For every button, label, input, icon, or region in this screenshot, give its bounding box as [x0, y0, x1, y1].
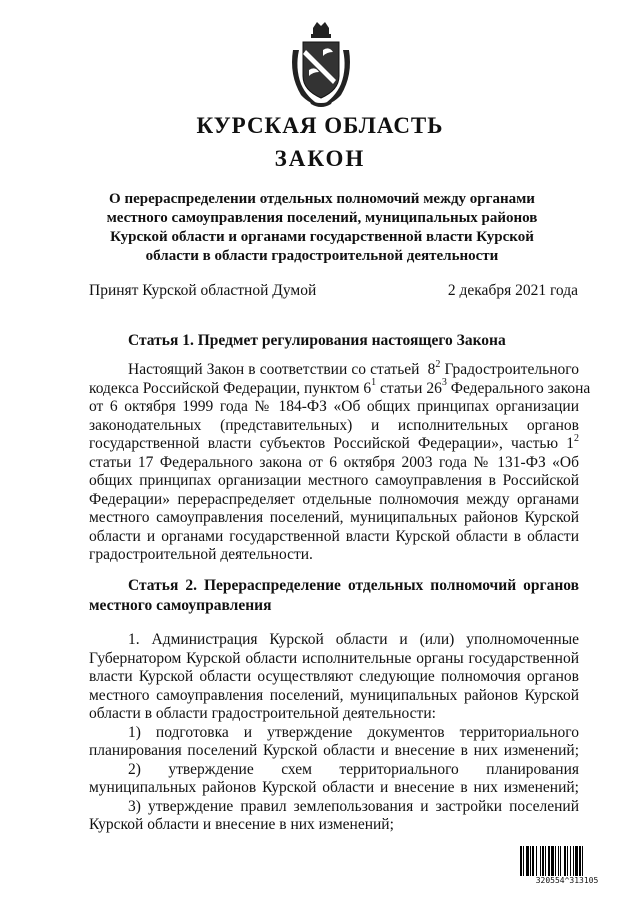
- text-line: кодекса Российской Федерации, пунктом $6^1$ статьи $26^3$ Федерального закона: [89, 377, 591, 397]
- text-line: государственной власти субъектов Российской Федерации», частью $1^2$: [89, 432, 579, 452]
- article-2-body: [89, 631, 579, 835]
- text-line: Губернатором Курской области исполнительные органы государственной: [89, 649, 579, 667]
- text-line: общих принципах организации местного самоуправления в Российской: [89, 472, 579, 489]
- barcode-bar: [570, 846, 571, 876]
- barcode-icon: [520, 846, 612, 876]
- barcode-bar: [579, 846, 581, 876]
- barcode-bar: [573, 846, 574, 876]
- barcode-bar: [526, 846, 529, 876]
- barcode-bar: [551, 846, 554, 876]
- text-line: Настоящий Закон в соответствии со статьей $8^2$ Градостроительного: [128, 358, 580, 378]
- article-1-title: Статья 1. Предмет регулирования настоящего Закона: [128, 332, 506, 349]
- text-line: Федерации» перераспределяет отдельные полномочия между органами: [89, 490, 579, 508]
- barcode-bar: [523, 846, 524, 876]
- barcode-bar: [542, 846, 544, 876]
- barcode-bar: [582, 846, 583, 876]
- text-line: муниципальных районов Курской области и внесение в них изменений;: [89, 779, 579, 796]
- text-line: планирования поселений Курской области и внесение в них изменений;: [89, 742, 579, 759]
- barcode-bar: [540, 846, 541, 876]
- text-line: 1. Администрация Курской области и (или) уполномоченные: [128, 631, 579, 648]
- text-line: 3) утверждение правил землепользования и застройки поселений: [128, 797, 579, 815]
- subject-line: Курской области и органами государственной власти Курской: [110, 229, 534, 245]
- barcode-bar: [567, 846, 568, 876]
- barcode-bar: [560, 846, 561, 876]
- text-line: власти Курской области осуществляют следующие полномочия органов: [89, 668, 579, 685]
- barcode-bar: [532, 846, 534, 876]
- article-2-title-line: местного самоуправления: [89, 597, 272, 614]
- text-line: законодательных (представительных) и исполнительных органов: [89, 416, 579, 434]
- accepted-by: Принят Курской областной Думой: [89, 282, 317, 299]
- barcode-bar: [520, 846, 522, 876]
- subject-line: области в области градостроительной деятельности: [145, 248, 499, 264]
- text-line: статьи 17 Федерального закона от 6 октября 2003 года № 131-ФЗ «Об: [89, 453, 579, 471]
- barcode-bar: [536, 846, 537, 876]
- barcode-number: 320554^313105: [535, 876, 599, 885]
- text-line: градостроительной деятельности.: [89, 546, 313, 563]
- article-1-body: [89, 358, 591, 565]
- barcode-bar: [548, 846, 550, 876]
- text-line: Курской области и внесение в них изменений;: [89, 816, 394, 833]
- barcode-bar: [545, 846, 546, 876]
- kursk-coat-of-arms-icon: [283, 20, 359, 110]
- barcode-bar: [555, 846, 556, 876]
- text-line: местного самоуправления поселений, муниципальных районов Курской: [89, 686, 579, 704]
- text-line: от 6 октября 1999 года № 184-ФЗ «Об общих принципах организации: [89, 398, 579, 415]
- text-line: 2) утверждение схем территориального планирования: [128, 760, 579, 778]
- region-title: КУРСКАЯ ОБЛАСТЬ: [196, 113, 444, 138]
- article-2-title: [89, 576, 579, 616]
- article-2-title-line: Статья 2. Перераспределение отдельных полномочий органов: [128, 577, 579, 594]
- text-line: области и органами государственной власти Курской области в области: [89, 527, 579, 545]
- text-line: местного самоуправления поселений, муниципальных районов Курской: [89, 509, 579, 526]
- accepted-date: 2 декабря 2021 года: [447, 282, 578, 299]
- barcode-bar: [558, 846, 559, 876]
- text-line: области в области градостроительной деятельности:: [89, 705, 436, 722]
- barcode-bar: [575, 846, 578, 876]
- doc-type-title: ЗАКОН: [274, 146, 366, 171]
- subject-line: О перераспределении отдельных полномочий между органами: [109, 191, 535, 207]
- barcode-bar: [564, 846, 566, 876]
- subject-line: местного самоуправления поселений, муниципальных районов: [106, 210, 538, 226]
- law-subject: [88, 190, 556, 266]
- barcode-bar: [530, 846, 531, 876]
- text-line: 1) подготовка и утверждение документов территориального: [128, 723, 579, 741]
